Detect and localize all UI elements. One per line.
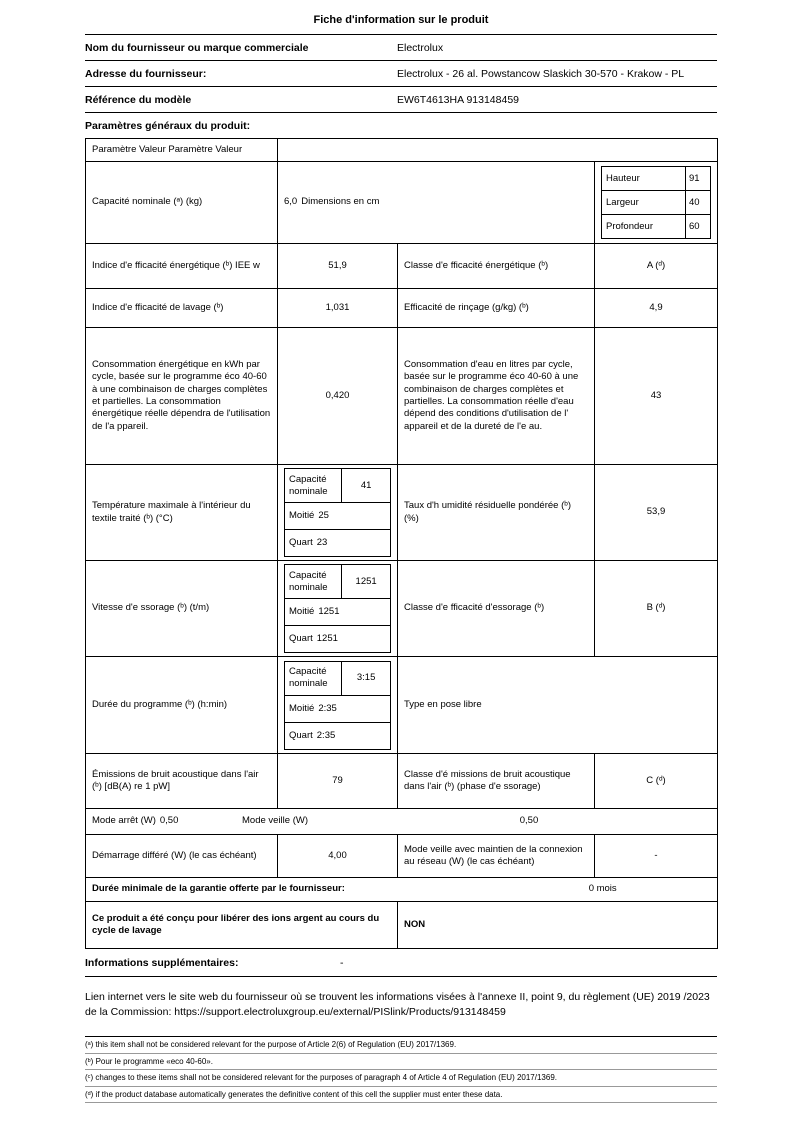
standby-mode-label: Mode veille (W) xyxy=(242,815,308,827)
rated-capacity-label: Capacité nominale xyxy=(285,469,342,503)
wash-index-label-cell: Indice d'e fficacité de lavage (ᵇ) xyxy=(86,289,278,328)
noise-class-value-cell: C (ᵈ) xyxy=(595,754,718,809)
table-header-empty-cell xyxy=(278,139,718,162)
dimension-depth-label: Profondeur xyxy=(602,215,686,239)
capacity-row xyxy=(86,162,718,244)
capacity-value: 6,0 xyxy=(284,196,298,208)
energy-consumption-value-cell: 0,420 xyxy=(278,328,398,465)
duration-subtable xyxy=(284,661,391,750)
supplier-link[interactable]: https://support.electroluxgroup.eu/external/PISlink/Products/913148459 xyxy=(174,1006,506,1019)
supplier-name-row xyxy=(85,35,717,61)
footnote-c: (ᶜ) changes to these items shall not be considered relevant for the purposes of paragraph 4 of Article 4 of Regulation (EU) 2017/1369. xyxy=(85,1070,717,1086)
dimension-row xyxy=(602,215,711,239)
footnotes-section xyxy=(85,1036,717,1103)
spin-speed-label-cell: Vitesse d'e ssorage (ᵇ) (t/m) xyxy=(86,561,278,657)
supplier-address-value: Electrolux - 26 al. Powstancow Slaskich 30-570 - Krakow - PL xyxy=(397,68,685,80)
wash-index-row xyxy=(86,289,718,328)
sub-row-rated xyxy=(285,565,391,599)
noise-class-label-cell: Classe d'é missions de bruit acoustique dans l'air (ᵇ) (phase d'e ssorage) xyxy=(398,754,595,809)
temperature-row xyxy=(86,465,718,561)
sub-row-quarter xyxy=(285,722,391,749)
delayed-start-label-cell: Démarrage différé (W) (le cas échéant) xyxy=(86,835,278,878)
dimension-row xyxy=(602,191,711,215)
dimension-height-value: 91 xyxy=(686,167,711,191)
spin-speed-values-cell xyxy=(278,561,398,657)
half-load-cell xyxy=(285,599,391,626)
model-reference-label: Référence du modèle xyxy=(85,94,192,106)
noise-value-cell: 79 xyxy=(278,754,398,809)
quarter-load-value: 1251 xyxy=(316,633,338,645)
off-mode-label: Mode arrêt (W) xyxy=(92,815,156,827)
rated-capacity-value: 3:15 xyxy=(342,661,391,695)
sub-row-quarter xyxy=(285,626,391,653)
energy-index-value-cell: 51,9 xyxy=(278,244,398,289)
sub-row-rated xyxy=(285,661,391,695)
residual-humidity-label-cell: Taux d'h umidité résiduelle pondérée (ᵇ) (%) xyxy=(398,465,595,561)
additional-info-value: - xyxy=(340,957,344,969)
table-header-cell: Paramètre Valeur Paramètre Valeur xyxy=(86,139,278,162)
energy-index-label-cell: Indice d'e fficacité énergétique (ᵇ) IEE w xyxy=(86,244,278,289)
off-mode xyxy=(92,815,242,827)
quarter-load-cell xyxy=(285,722,391,749)
capacity-label-cell: Capacité nominale (ᵃ) (kg) xyxy=(86,162,278,244)
dimensions-label: Dimensions en cm xyxy=(301,196,380,208)
additional-info-row xyxy=(85,949,717,977)
supplier-name-label: Nom du fournisseur ou marque commerciale xyxy=(85,42,309,54)
sub-row-half xyxy=(285,503,391,530)
spin-class-value-cell: B (ᵈ) xyxy=(595,561,718,657)
power-modes-row xyxy=(86,809,718,835)
programme-duration-row xyxy=(86,657,718,754)
water-consumption-label-cell: Consommation d'eau en litres par cycle, basée sur le programme éco 40-60 à une combinaison de charges complètes et partielles. La consommation réelle d'eau dépend des conditions d'utilisation de l' appareil et de la dureté de l'e au. xyxy=(398,328,595,465)
quarter-load-label: Quart xyxy=(289,633,313,645)
supplier-link-paragraph xyxy=(85,990,717,1020)
networked-standby-value-cell: - xyxy=(595,835,718,878)
half-load-label: Moitié xyxy=(289,702,315,714)
half-load-cell xyxy=(285,695,391,722)
silver-ions-value-cell: NON xyxy=(398,902,718,949)
consumption-row xyxy=(86,328,718,465)
silver-ions-row xyxy=(86,902,718,949)
supplier-address-row xyxy=(85,61,717,87)
quarter-load-label: Quart xyxy=(289,537,313,549)
water-consumption-value-cell: 43 xyxy=(595,328,718,465)
temperature-subtable xyxy=(284,468,391,557)
quarter-load-label: Quart xyxy=(289,729,313,741)
additional-info-label: Informations supplémentaires: xyxy=(85,957,239,969)
networked-standby-label-cell: Mode veille avec maintien de la connexion au réseau (W) (le cas échéant) xyxy=(398,835,595,878)
noise-label-cell: Émissions de bruit acoustique dans l'air (ᵇ) [dB(A) re 1 pW] xyxy=(86,754,278,809)
standby-mode-value: 0,50 xyxy=(519,815,539,827)
half-load-cell xyxy=(285,503,391,530)
capacity-value-cell xyxy=(278,162,595,244)
dimension-width-value: 40 xyxy=(686,191,711,215)
programme-duration-label-cell: Durée du programme (ᵇ) (h:min) xyxy=(86,657,278,754)
sub-row-quarter xyxy=(285,530,391,557)
quarter-load-cell xyxy=(285,530,391,557)
footnote-d: (ᵈ) if the product database automatically generates the definitive content of this cell the supplier must enter these data. xyxy=(85,1087,717,1103)
spin-speed-row xyxy=(86,561,718,657)
half-load-value: 2:35 xyxy=(318,702,337,714)
product-parameters-table xyxy=(85,138,718,949)
residual-humidity-value-cell: 53,9 xyxy=(595,465,718,561)
general-parameters-heading: Paramètres généraux du produit: xyxy=(85,120,251,132)
quarter-load-value: 23 xyxy=(316,537,328,549)
programme-duration-values-cell xyxy=(278,657,398,754)
footnote-b: (ᵇ) Pour le programme «eco 40-60». xyxy=(85,1054,717,1070)
wash-index-value-cell: 1,031 xyxy=(278,289,398,328)
power-modes-cell xyxy=(86,809,718,835)
supplier-link-text: Lien internet vers le site web du fournisseur où se trouvent les informations visées à l'annexe II, point 9, du règlement (UE) 2019 /2023 de la Commission: xyxy=(85,991,710,1019)
supplier-name-value: Electrolux xyxy=(397,42,444,54)
spin-subtable xyxy=(284,564,391,653)
warranty-label: Durée minimale de la garantie offerte par le fournisseur: xyxy=(92,883,345,895)
half-load-label: Moitié xyxy=(289,510,315,522)
warranty-value: 0 mois xyxy=(588,883,617,895)
temperature-values-cell xyxy=(278,465,398,561)
rated-capacity-label: Capacité nominale xyxy=(285,661,342,695)
temperature-label-cell: Température maximale à l'intérieur du textile traité (ᵇ) (°C) xyxy=(86,465,278,561)
dimension-width-label: Largeur xyxy=(602,191,686,215)
delayed-start-value-cell: 4,00 xyxy=(278,835,398,878)
rated-capacity-value: 41 xyxy=(342,469,391,503)
warranty-cell xyxy=(86,878,718,902)
dimension-row xyxy=(602,167,711,191)
warranty-row xyxy=(86,878,718,902)
sub-row-half xyxy=(285,695,391,722)
silver-ions-label-cell: Ce produit a été conçu pour libérer des ions argent au cours du cycle de lavage xyxy=(86,902,398,949)
dimension-depth-value: 60 xyxy=(686,215,711,239)
sub-row-rated xyxy=(285,469,391,503)
page-title: Fiche d'information sur le produit xyxy=(85,10,717,35)
rated-capacity-label: Capacité nominale xyxy=(285,565,342,599)
dimensions-cell xyxy=(595,162,718,244)
table-header-row xyxy=(86,139,718,162)
quarter-load-value: 2:35 xyxy=(316,729,336,741)
dimension-height-label: Hauteur xyxy=(602,167,686,191)
rinse-efficiency-value-cell: 4,9 xyxy=(595,289,718,328)
model-reference-row xyxy=(85,87,717,113)
noise-row xyxy=(86,754,718,809)
half-load-label: Moitié xyxy=(289,606,315,618)
spin-class-label-cell: Classe d'e fficacité d'essorage (ᵇ) xyxy=(398,561,595,657)
sub-row-half xyxy=(285,599,391,626)
supplier-address-label: Adresse du fournisseur: xyxy=(85,68,207,80)
quarter-load-cell xyxy=(285,626,391,653)
energy-index-row xyxy=(86,244,718,289)
half-load-value: 25 xyxy=(318,510,329,522)
half-load-value: 1251 xyxy=(318,606,340,618)
installation-type-cell: Type en pose libre xyxy=(398,657,718,754)
footnote-a: (ᵃ) this item shall not be considered relevant for the purpose of Article 2(6) of Regulation (EU) 2017/1369. xyxy=(85,1037,717,1053)
dimensions-subtable xyxy=(601,166,711,239)
off-mode-value: 0,50 xyxy=(159,815,179,827)
rinse-efficiency-label-cell: Efficacité de rinçage (g/kg) (ᵇ) xyxy=(398,289,595,328)
delayed-start-row xyxy=(86,835,718,878)
energy-class-label-cell: Classe d'e fficacité énergétique (ᵇ) xyxy=(398,244,595,289)
energy-class-value-cell: A (ᵈ) xyxy=(595,244,718,289)
rated-capacity-value: 1251 xyxy=(342,565,391,599)
model-reference-value: EW6T4613HA 913148459 xyxy=(397,94,520,106)
energy-consumption-label-cell: Consommation énergétique en kWh par cycle, basée sur le programme éco 40-60 à une combinaison de charges complètes et partielles. La consommation énergétique réelle dépendra de l'utilisation de l'a ppareil. xyxy=(86,328,278,465)
